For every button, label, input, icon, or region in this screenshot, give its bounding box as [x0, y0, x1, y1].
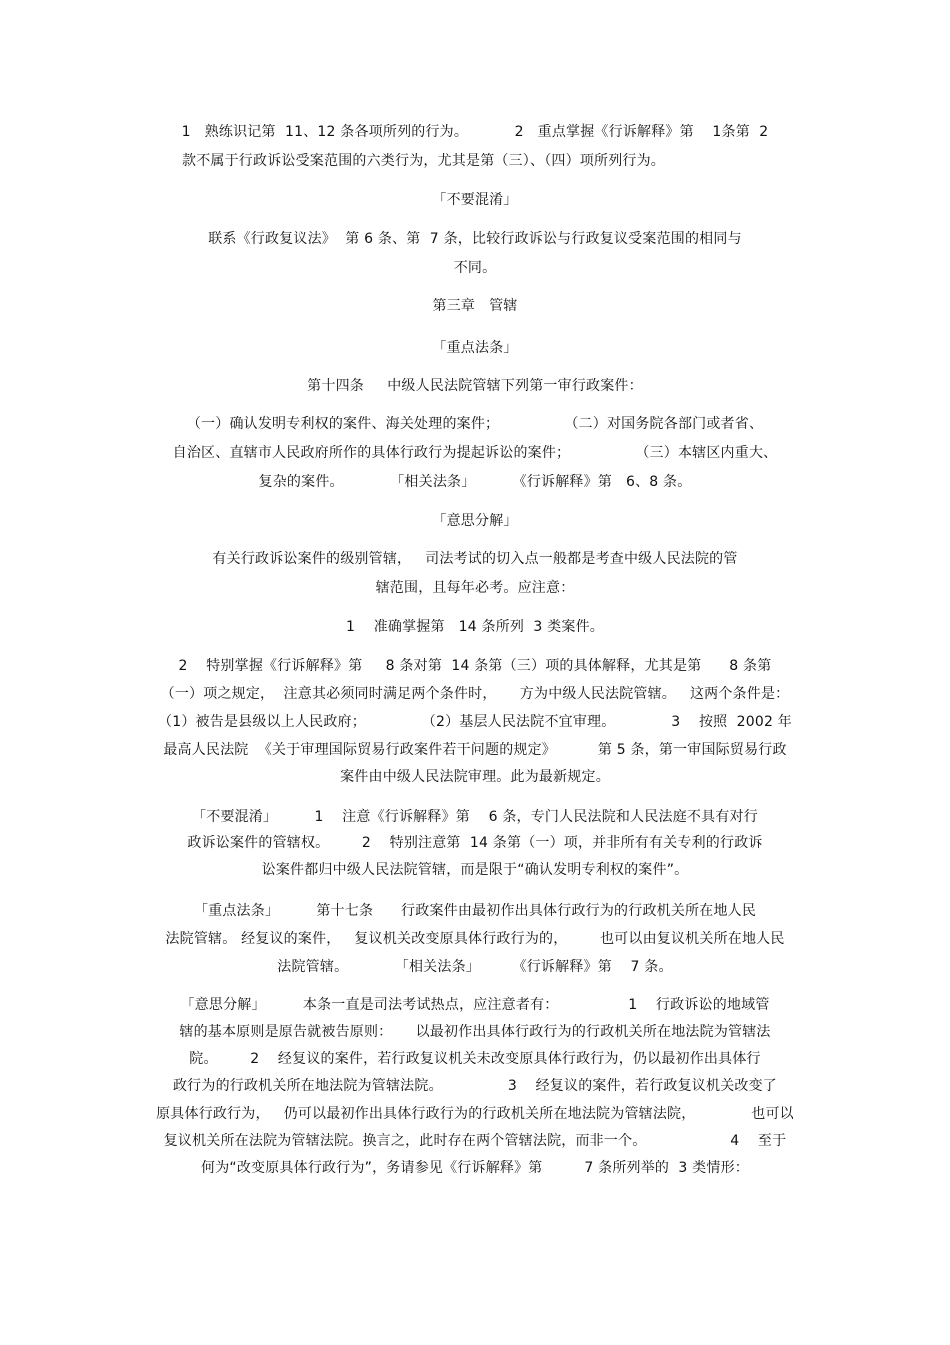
text-line: 「重点法条」 第十七条 行政案件由最初作出具体行政行为的行政机关所在地人民 [193, 903, 757, 919]
section-label: 「不要混淆」 [432, 192, 518, 208]
text-line: 辖的基本原则是原告就被告原则： 以最初作出具体行政行为的行政机关所在地法院为管辖法 [179, 1024, 771, 1040]
chapter-heading: 第三章 管辖 [432, 298, 518, 314]
section-label: 「重点法条」 [432, 340, 518, 356]
text-line: 何为“改变原具体行政行为”，务请参见《行诉解释》第 7 条所列举的 3 类情形： [201, 1160, 749, 1176]
text-line: 1 准确掌握第 14 条所列 3 类案件。 [346, 619, 604, 635]
text-line: 1 熟练识记第 11、12 条各项所列的行为。 2 重点掌握《行诉解释》第 1条第 2 [181, 124, 769, 140]
text-line: 法院管辖。 「相关法条」 《行诉解释》第 7 条。 [277, 959, 673, 975]
text-line: 法院管辖。 经复议的案件， 复议机关改变原具体行政行为的， 也可以由复议机关所在地人民 [165, 931, 785, 947]
text-line: 案件由中级人民法院审理。此为最新规定。 [340, 769, 610, 785]
text-line: 2 特别掌握《行诉解释》第 8 条对第 14 条第（三）项的具体解释，尤其是第 8 条第 [178, 658, 772, 674]
text-line: 复杂的案件。 「相关法条」 《行诉解释》第 6、8 条。 [258, 474, 692, 490]
text-line: （一）项之规定， 注意其必须同时满足两个条件时， 方为中级人民法院管辖。 这两个条件是： [160, 686, 790, 702]
text-line: 不同。 [453, 260, 497, 276]
text-line: 政行为的行政机关所在地法院为管辖法院。 3 经复议的案件，若行政复议机关改变了 [172, 1078, 777, 1094]
text-line: （一）确认发明专利权的案件、海关处理的案件； （二）对国务院各部门或者省、 [186, 416, 764, 432]
text-line: （1）被告是县级以上人民政府； （2）基层人民法院不宜审理。 3 按照 2002 年 [158, 714, 792, 730]
text-line: 政诉讼案件的管辖权。 2 特别注意第 14 条第（一）项，并非所有有关专利的行政诉 [187, 835, 763, 851]
text-line: 联系《行政复议法》 第 6 条、第 7 条，比较行政诉讼与行政复议受案范围的相同与 [208, 231, 742, 247]
text-line: 院。 2 经复议的案件，若行政复议机关未改变原具体行政行为，仍以最初作出具体行 [189, 1051, 761, 1067]
text-line: 辖范围，且每年必考。应注意： [375, 580, 575, 596]
text-line: 款不属于行政诉讼受案范围的六类行为，尤其是第（三）、（四）项所列行为。 [182, 153, 665, 169]
text-line: 「不要混淆」 1 注意《行诉解释》第 6 条，专门人民法院和人民法庭不具有对行 [192, 809, 758, 825]
text-line: 讼案件都归中级人民法院管辖，而是限于“确认发明专利权的案件”。 [261, 862, 689, 878]
text-line: 原具体行政行为， 仍可以最初作出具体行政行为的行政机关所在地法院为管辖法院， 也可以 [156, 1106, 794, 1122]
section-label: 「意思分解」 [432, 513, 518, 529]
text-line: 第十四条 中级人民法院管辖下列第一审行政案件： [307, 378, 643, 394]
text-line: 复议机关所在法院为管辖法院。换言之，此时存在两个管辖法院，而非一个。 4 至于 [163, 1133, 787, 1149]
text-line: 有关行政诉讼案件的级别管辖， 司法考试的切入点一般都是考查中级人民法院的管 [212, 551, 738, 567]
text-line: 最高人民法院 《关于审理国际贸易行政案件若干问题的规定》 第 5 条，第一审国际贸易行政 [163, 742, 787, 758]
text-line: 自治区、直辖市人民政府所作的具体行政行为提起诉讼的案件； （三）本辖区内重大、 [172, 445, 778, 461]
text-line: 「意思分解」 本条一直是司法考试热点，应注意者有： 1 行政诉讼的地域管 [180, 997, 770, 1013]
